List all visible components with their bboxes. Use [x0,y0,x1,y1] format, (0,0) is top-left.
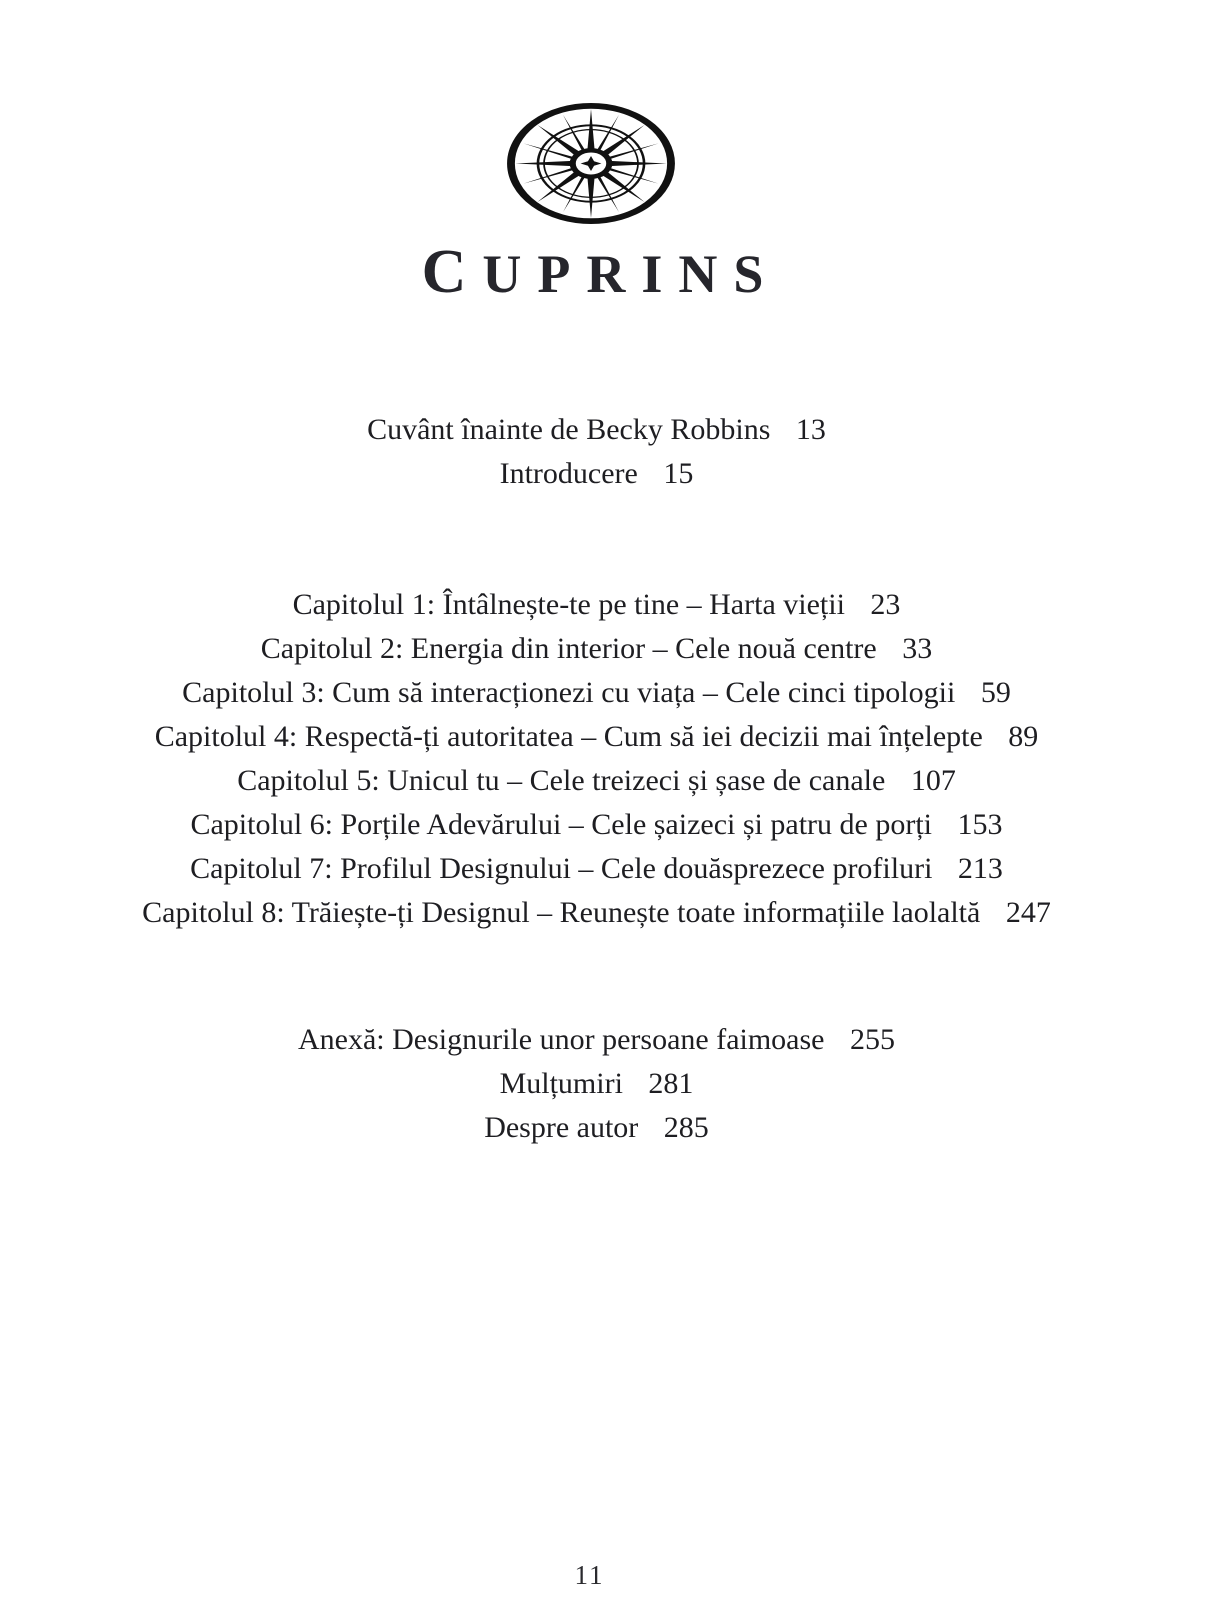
toc-entry [0,671,1193,715]
toc-entry [0,452,1193,496]
toc-entry [0,583,1193,627]
toc-entry [0,803,1193,847]
toc-entry-label: Capitolul 2: Energia din interior – Cele nouă centre [260,632,877,665]
toc-entry-label: Capitolul 7: Profilul Designului – Cele douăsprezece profiluri [190,852,933,885]
toc-entry-page: 15 [663,457,694,490]
toc-entry-label: Anexă: Designurile unor persoane faimoase [298,1023,825,1056]
page-title: CUPRINS [421,238,780,306]
toc-entry-label: Introducere [499,457,638,490]
toc-entry-page: 247 [1005,896,1051,929]
toc-entry-label: Capitolul 4: Respectă-ți autoritatea – Cum să iei decizii mai înțelepte [154,720,983,753]
toc-entry-page: 23 [870,588,901,621]
toc-entry-label: Cuvânt înainte de Becky Robbins [367,413,771,446]
toc-entry-label: Capitolul 1: Întâlnește-te pe tine – Harta vieții [292,588,845,621]
toc-entry-label: Capitolul 8: Trăiește-ți Designul – Reunește toate informațiile laolaltă [142,896,981,929]
toc-entry [0,627,1193,671]
toc-entry-page: 281 [648,1067,694,1100]
toc-entry-page: 33 [902,632,933,665]
toc-chapters [0,583,1219,935]
toc-entry-page: 13 [795,413,826,446]
toc-entry [0,847,1193,891]
toc-front-matter [0,408,1219,496]
toc-entry-page: 107 [910,764,956,797]
toc-entry [0,891,1193,935]
toc-entry-label: Mulțumiri [499,1067,623,1100]
toc-entry [0,1062,1193,1106]
toc-entry [0,1106,1193,1150]
toc-entry [0,408,1193,452]
compass-rose-icon [504,100,678,227]
toc-entry-label: Despre autor [484,1111,639,1144]
toc-entry-page: 59 [980,676,1011,709]
toc-entry [0,759,1193,803]
toc-entry-label: Capitolul 3: Cum să interacționezi cu viața – Cele cinci tipologii [182,676,956,709]
toc-entry [0,715,1193,759]
toc-entry-page: 255 [849,1023,895,1056]
toc-entry-label: Capitolul 5: Unicul tu – Cele treizeci și șase de canale [237,764,886,797]
toc-back-matter [0,1018,1219,1150]
page-number: 11 [574,1560,605,1590]
toc-entry-page: 213 [957,852,1003,885]
toc-entry-label: Capitolul 6: Porțile Adevărului – Cele șaizeci și patru de porți [190,808,932,841]
toc-entry [0,1018,1193,1062]
toc-entry-page: 89 [1008,720,1039,753]
toc-entry-page: 285 [663,1111,709,1144]
toc-entry-page: 153 [957,808,1003,841]
